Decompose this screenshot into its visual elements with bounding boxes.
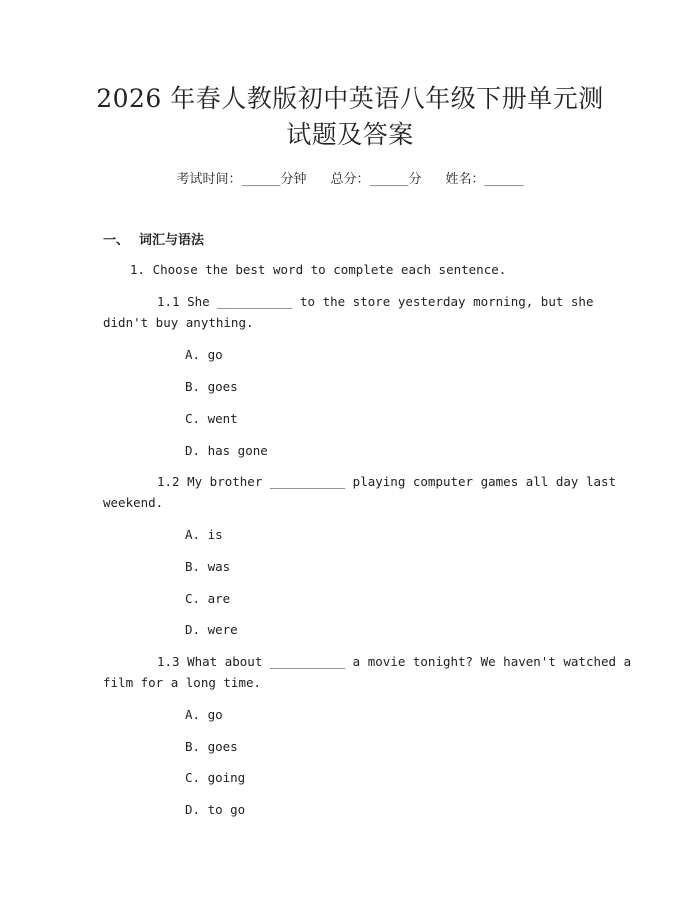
exam-name-field: 姓名：______ (445, 172, 524, 187)
question-1-1-option-b: B. goes (185, 379, 238, 394)
question-1-1-line-2: didn't buy anything. (103, 315, 254, 330)
exam-meta (0, 168, 700, 187)
exam-time: 考试时间：______分钟 (176, 172, 307, 187)
question-1-1-option-a: A. go (185, 347, 223, 362)
question-1-2-line-1: 1.2 My brother __________ playing computer games all day last (157, 474, 617, 489)
document-title-line-1: 2026 年春人教版初中英语八年级下册单元测 (96, 84, 604, 113)
question-1-1-line-1: 1.1 She __________ to the store yesterday morning, but she (157, 294, 594, 309)
question-1-3-line-1: 1.3 What about __________ a movie tonight? We haven't watched a (157, 654, 632, 669)
question-1-2-option-d: D. were (185, 622, 238, 637)
question-1-3-option-d: D. to go (185, 802, 246, 817)
question-1-2-option-a: A. is (185, 527, 223, 542)
question-1-2-option-c: C. are (185, 591, 231, 606)
question-1-3-option-b: B. goes (185, 739, 238, 754)
section-number: 一、 (103, 233, 130, 248)
question-1-3-option-c: C. going (185, 770, 246, 785)
section-heading (103, 229, 204, 248)
question-1-3-line-2: film for a long time. (103, 675, 262, 690)
question-1-2-line-2: weekend. (103, 495, 164, 510)
question-1-3-option-a: A. go (185, 707, 223, 722)
question-1-2-option-b: B. was (185, 559, 231, 574)
exam-total-score: 总分：______分 (330, 172, 422, 187)
instruction: 1. Choose the best word to complete each sentence. (130, 262, 507, 277)
question-1-1-option-d: D. has gone (185, 443, 268, 458)
section-title: 词汇与语法 (139, 233, 205, 248)
question-1-1-option-c: C. went (185, 411, 238, 426)
document-title-line-2: 试题及答案 (286, 120, 414, 149)
